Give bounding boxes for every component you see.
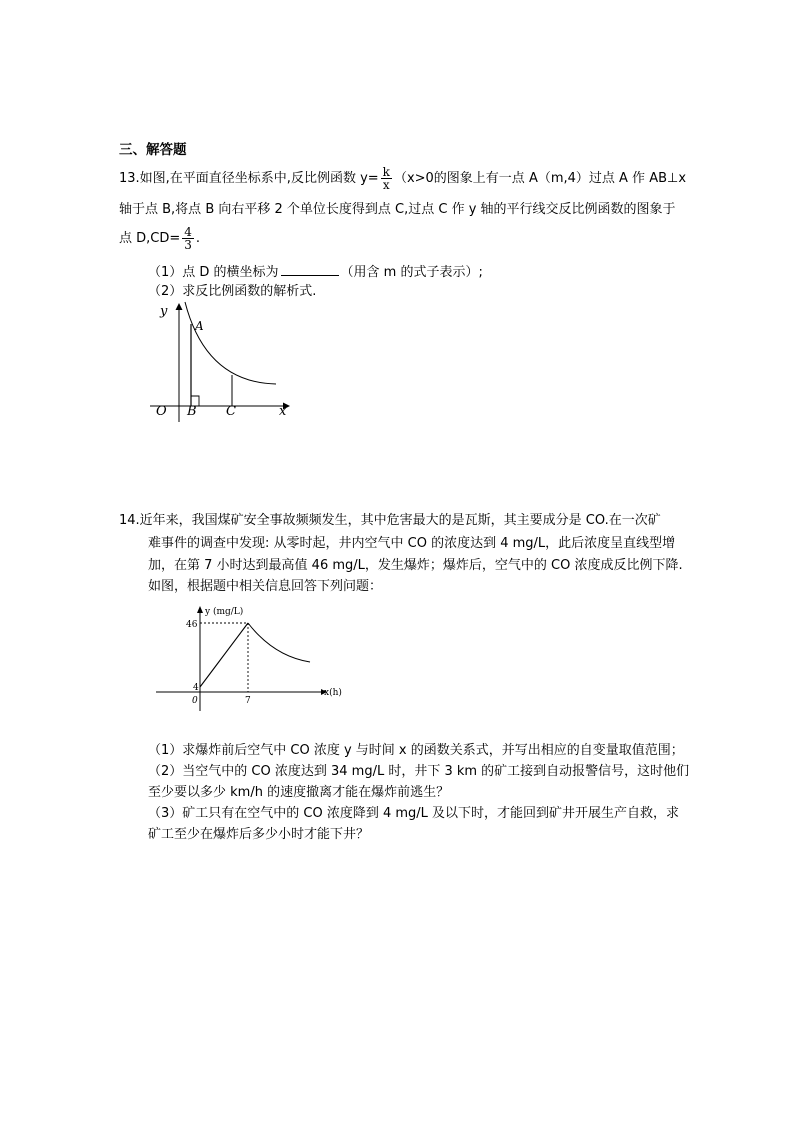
q13-line3-a: 点 D,CD= (119, 231, 181, 246)
fraction-cd-numerator: 4 (184, 225, 192, 239)
y-axis-arrow-icon (197, 606, 203, 613)
label-4: 4 (193, 683, 199, 693)
linear-segment (200, 623, 248, 687)
q13-line1 (119, 164, 686, 194)
q13-part1-b: （用含 m 的式子表示）; (340, 265, 483, 280)
fraction-k-denominator: x (382, 178, 390, 192)
q13-part1-a: （1）点 D 的横坐标为 (148, 265, 279, 280)
q14-figure (150, 600, 345, 712)
label-y: y (mg/L) (205, 607, 244, 617)
q14-line4: 如图，根据题中相关信息回答下列问题： (148, 579, 383, 594)
q13-part1 (148, 263, 483, 282)
label-x: x(h) (324, 688, 342, 698)
label-o: O (156, 404, 167, 419)
q14-part3-line2: 矿工至少在爆炸后多少小时才能下井？ (148, 827, 370, 842)
y-axis-arrow-icon (176, 303, 183, 310)
q13-line1-b: （x>0的图象上有一点 A（m,4）过点 A 作 AB⊥x (393, 171, 687, 186)
fraction-cd-denominator: 3 (184, 238, 192, 252)
label-a: A (195, 319, 204, 333)
fraction-k-numerator: k (382, 165, 390, 179)
q14-part3-line1: （3）矿工只有在空气中的 CO 浓度降到 4 mg/L 及以下时，才能回到矿井开展生产自救，求 (148, 806, 680, 821)
q13-line2: 轴于点 B,将点 B 向右平移 2 个单位长度得到点 C,过点 C 作 y 轴的平行线交反比例函数的图象于 (119, 202, 676, 217)
q13-line1-a: 13.如图,在平面直径坐标系中,反比例函数 y= (119, 171, 379, 186)
fraction-k-over-x (381, 166, 392, 191)
fraction-cd (182, 226, 194, 251)
label-0: 0 (192, 696, 198, 706)
label-y: y (160, 304, 168, 319)
q13-part2: （2）求反比例函数的解析式. (148, 284, 317, 299)
q14-line3: 加，在第 7 小时达到最高值 46 mg/L，发生爆炸；爆炸后，空气中的 CO 浓度成反比例下降. (148, 558, 683, 573)
q13-line3-b: . (195, 231, 201, 246)
section-title: 三、解答题 (119, 142, 187, 158)
label-c: C (226, 404, 236, 419)
q14-part2-line1: （2）当空气中的 CO 浓度达到 34 mg/L 时，井下 3 km 的矿工接到自动报警信号，这时他们 (148, 764, 690, 779)
label-46: 46 (186, 620, 198, 630)
q14-part1: （1）求爆炸前后空气中 CO 浓度 y 与时间 x 的函数关系式，并写出相应的自变量取值范围； (148, 743, 684, 758)
q14-line1: 14.近年来，我国煤矿安全事故频频发生，其中危害最大的是瓦斯，其主要成分是 CO.在一次矿 (119, 513, 661, 528)
label-7: 7 (245, 696, 251, 706)
label-x: x (279, 404, 287, 419)
decay-curve (248, 623, 310, 662)
answer-blank[interactable] (281, 263, 339, 276)
q14-part2-line2: 至少要以多少 km/h 的速度撤离才能在爆炸前逃生？ (148, 785, 450, 800)
hyperbola-curve (185, 302, 276, 384)
q14-line2: 难事件的调查中发现: 从零时起，井内空气中 CO 的浓度达到 4 mg/L，此后浓度呈直线型增 (148, 536, 676, 551)
q13-line3 (119, 224, 200, 254)
label-b: B (187, 404, 197, 419)
q13-figure (145, 298, 295, 426)
